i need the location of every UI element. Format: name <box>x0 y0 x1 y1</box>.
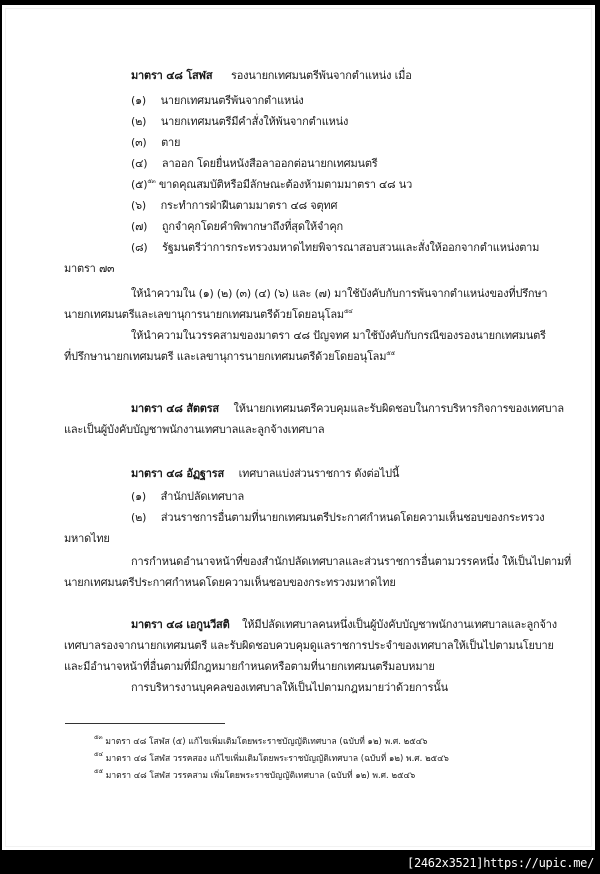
item-number: (๕) <box>131 178 148 191</box>
list-item <box>131 490 244 504</box>
paragraph-line: และมีอำนาจหน้าที่อื่นตามที่มีกฎหมายกำหนดหรือตามที่นายกเทศมนตรีมอบหมาย <box>64 660 435 673</box>
item-number: (๒) <box>131 115 147 128</box>
section-text: ให้มีปลัดเทศบาลคนหนึ่งเป็นผู้บังคับบัญชาพนักงานเทศบาลและลูกจ้าง <box>242 618 557 631</box>
paragraph-line: ให้นำความใน (๑) (๒) (๓) (๔) (๖) และ (๗) มาใช้บังคับกับการพ้นจากตำแหน่งของที่ปรึกษา <box>131 287 548 300</box>
footnote-text: มาตรา ๔๘ โสฬส วรรคสอง แก้ไขเพิ่มเติมโดยพระราชบัญญัติเทศบาล (ฉบับที่ ๑๒) พ.ศ. ๒๕๔๖ <box>105 754 449 764</box>
list-item <box>131 199 337 213</box>
item-number: (๑) <box>131 490 146 503</box>
footnote-mark: ๕๓ <box>94 734 103 741</box>
paragraph-line <box>64 350 395 364</box>
item-number: (๘) <box>131 241 148 254</box>
footnote <box>94 751 449 765</box>
list-item <box>131 157 377 171</box>
footnote-ref: ๕๔ <box>343 308 353 315</box>
list-item <box>131 136 180 150</box>
section-heading-line <box>131 402 564 416</box>
list-item <box>131 220 343 234</box>
section-heading: มาตรา ๔๘ โสฬส <box>131 69 213 82</box>
list-item <box>131 94 304 108</box>
footnote-ref: ๕๕ <box>386 350 395 357</box>
item-number: (๓) <box>131 136 147 149</box>
item-number: (๑) <box>131 94 146 107</box>
image-host-footer <box>0 850 600 874</box>
item-number: (๗) <box>131 220 148 233</box>
section-intro: เทศบาลแบ่งส่วนราชการ ดังต่อไปนี้ <box>238 467 400 480</box>
footnote-ref: ๕๓ <box>147 178 156 185</box>
document-page <box>2 5 595 850</box>
item-text: ถูกจำคุกโดยคำพิพากษาถึงที่สุดให้จำคุก <box>161 220 344 233</box>
section-heading-line <box>131 467 399 481</box>
item-text: รัฐมนตรีว่าการกระทรวงมหาดไทยพิจารณาสอบสวนและสั่งให้ออกจากตำแหน่งตาม <box>162 241 540 254</box>
item-text: ขาดคุณสมบัติหรือมีลักษณะต้องห้ามตามมาตรา ๔๘ นว <box>158 178 413 191</box>
paragraph-line: และเป็นผู้บังคับบัญชาพนักงานเทศบาลและลูกจ้างเทศบาล <box>64 423 325 436</box>
image-host-label: [2462x3521]https://upic.me/ <box>407 856 594 870</box>
footnote-text: มาตรา ๔๘ โสฬส วรรคสาม เพิ่มโดยพระราชบัญญัติเทศบาล (ฉบับที่ ๑๒) พ.ศ. ๒๕๔๖ <box>105 771 416 781</box>
item-text: ลาออก โดยยื่นหนังสือลาออกต่อนายกเทศมนตรี <box>161 157 378 170</box>
item-text: กระทำการฝ่าฝืนตามมาตรา ๔๘ จตุทศ <box>160 199 338 212</box>
footnote <box>94 734 428 748</box>
section-heading: มาตรา ๔๘ สัตตรส <box>131 402 219 415</box>
list-item <box>131 511 544 525</box>
paragraph-line <box>64 308 353 322</box>
list-item <box>131 178 412 192</box>
paragraph-line: การกำหนดอำนาจหน้าที่ของสำนักปลัดเทศบาลและส่วนราชการอื่นตามวรรคหนึ่ง ให้เป็นไปตามที่ <box>131 555 572 568</box>
item-text: สำนักปลัดเทศบาล <box>160 490 244 503</box>
footnote-divider <box>65 723 225 724</box>
paragraph-text: ที่ปรึกษานายกเทศมนตรี และเลขานุการนายกเทศมนตรีด้วยโดยอนุโลม <box>64 350 387 363</box>
item-continuation: มหาดไทย <box>64 532 110 545</box>
footnote-mark: ๕๔ <box>94 751 104 758</box>
item-continuation: มาตรา ๗๓ <box>64 262 115 275</box>
item-text: นายกเทศมนตรีมีคำสั่งให้พ้นจากตำแหน่ง <box>160 115 349 128</box>
section-heading: มาตรา ๔๘ อัฏฐารส <box>131 467 224 480</box>
list-item <box>131 241 539 255</box>
section-heading-line <box>131 69 412 83</box>
list-item <box>131 115 348 129</box>
paragraph-line: ให้นำความในวรรคสามของมาตรา ๔๘ ปัญจทศ มาใช้บังคับกับกรณีของรองนายกเทศมนตรี <box>131 329 546 342</box>
paragraph-text: นายกเทศมนตรีและเลขานุการนายกเทศมนตรีด้วยโดยอนุโลม <box>64 308 344 321</box>
footnote-text: มาตรา ๔๘ โสฬส (๕) แก้ไขเพิ่มเติมโดยพระราชบัญญัติเทศบาล (ฉบับที่ ๑๒) พ.ศ. ๒๕๔๖ <box>105 737 428 747</box>
paragraph-line: การบริหารงานบุคคลของเทศบาลให้เป็นไปตามกฎหมายว่าด้วยการนั้น <box>131 681 448 694</box>
item-text: นายกเทศมนตรีพ้นจากตำแหน่ง <box>160 94 304 107</box>
footnote-mark: ๕๕ <box>94 768 104 775</box>
item-number: (๒) <box>131 511 147 524</box>
section-intro: รองนายกเทศมนตรีพ้นจากตำแหน่ง เมื่อ <box>230 69 412 82</box>
item-number: (๔) <box>131 157 148 170</box>
footnote <box>94 768 416 782</box>
item-text: ส่วนราชการอื่นตามที่นายกเทศมนตรีประกาศกำหนดโดยความเห็นชอบของกระทรวง <box>160 511 545 524</box>
item-number: (๖) <box>131 199 146 212</box>
item-text: ตาย <box>161 136 181 149</box>
section-heading-line <box>131 618 557 632</box>
section-text: ให้นายกเทศมนตรีควบคุมและรับผิดชอบในการบริหารกิจการของเทศบาล <box>233 402 564 415</box>
section-heading: มาตรา ๔๘ เอกูนวีสติ <box>131 618 230 631</box>
paragraph-line: นายกเทศมนตรีประกาศกำหนดโดยความเห็นชอบของกระทรวงมหาดไทย <box>64 576 396 589</box>
paragraph-line: เทศบาลรองจากนายกเทศมนตรี และรับผิดชอบควบคุมดูแลราชการประจำของเทศบาลให้เป็นไปตามนโยบาย <box>64 639 554 652</box>
